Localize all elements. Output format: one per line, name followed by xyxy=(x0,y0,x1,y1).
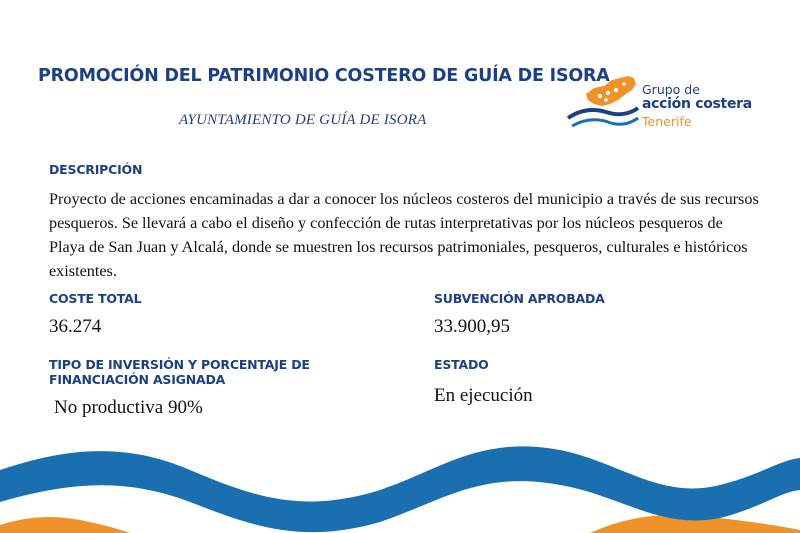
page-title: PROMOCIÓN DEL PATRIMONIO COSTERO DE GUÍA DE ISORA xyxy=(38,66,610,86)
page-subtitle: AYUNTAMIENTO DE GUÍA DE ISORA xyxy=(179,112,427,128)
subvencion-value: 33.900,95 xyxy=(434,316,510,337)
tipo-inversion-label xyxy=(49,357,310,387)
orange-wave-left xyxy=(0,517,130,533)
coste-total-value: 36.274 xyxy=(49,316,102,337)
descripcion-text: Proyecto de acciones encaminadas a dar a conocer los núcleos costeros del municipio a través de sus recursos pesqueros. Se llevará a cabo el diseño y confección de rutas interpretativas por los núcleos pesqueros de Playa de San Juan y Alcalá, donde se muestren los recursos patrimoniales, pesqueros, culturales e históricos existentes. xyxy=(49,190,759,280)
logo-text-grupo: Grupo de xyxy=(642,82,700,97)
logo-text-accion: acción costera xyxy=(642,96,752,112)
tipo-inversion-value: No productiva 90% xyxy=(54,397,203,418)
logo-text-tenerife: Tenerife xyxy=(642,114,692,129)
estado-label: ESTADO xyxy=(434,357,489,372)
coste-total-label: COSTE TOTAL xyxy=(49,291,142,306)
tipo-inversion-label-line2: FINANCIACIÓN ASIGNADA xyxy=(49,372,226,387)
decorative-waves xyxy=(0,430,800,533)
estado-value: En ejecución xyxy=(434,385,533,406)
blue-wave xyxy=(0,446,800,532)
logo xyxy=(566,72,766,132)
tipo-inversion-label-line1: TIPO DE INVERSIÓN Y PORCENTAJE DE xyxy=(49,357,310,372)
descripcion-label: DESCRIPCIÓN xyxy=(49,162,143,177)
subvencion-label: SUBVENCIÓN APROBADA xyxy=(434,291,605,306)
tenerife-island-icon xyxy=(566,72,642,132)
